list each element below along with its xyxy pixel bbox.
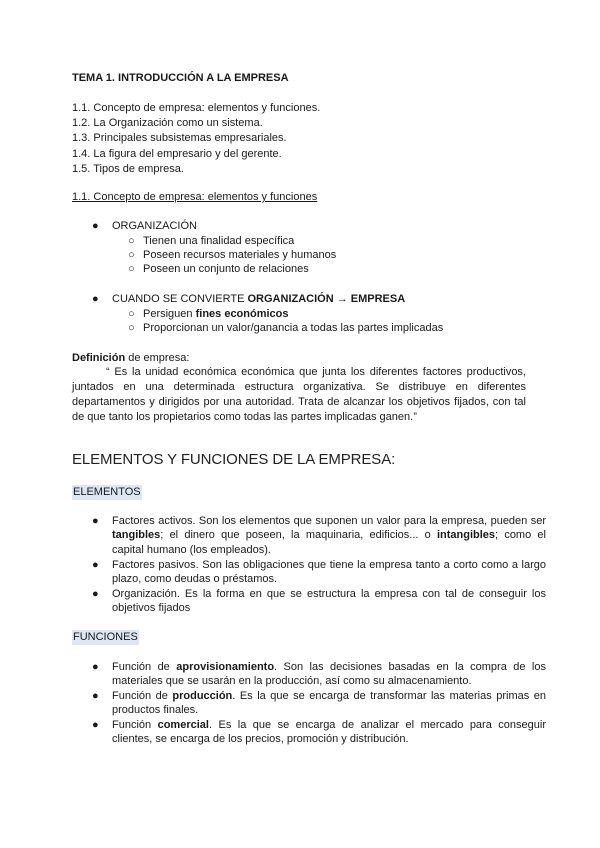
list-item-label: ORGANIZACIÓN [112, 220, 197, 232]
list-item-convierte: ● CUANDO SE CONVIERTE ORGANIZACIÓN → EMPRESA [92, 293, 406, 305]
circle-bullet-icon: ○ [128, 308, 135, 320]
document-title: TEMA 1. INTRODUCCIÓN A LA EMPRESA [72, 72, 289, 84]
elements-functions-heading: ELEMENTOS Y FUNCIONES DE LA EMPRESA: [72, 451, 396, 468]
document-page: TEMA 1. INTRODUCCIÓN A LA EMPRESA 1.1. Concepto de empresa: elementos y funciones. 1.2. La Organización como un sistema. 1.3. Principales subsistemas empresariales. 1.4. La figura del empresario y del gerente. 1.5. Tipos de empresa. 1.1. Concepto de empresa: elementos y funciones ● ORGANIZACIÓN ○ Tienen una finalidad específica ○ Poseen recursos materiales y humanos ○ Poseen un conjunto de relaciones ● CUANDO SE CONVIERTE ORGANIZACIÓN → EMPRESA ○ Persiguen fines económicos ○ Proporcionan un valor/ganancia a todas las partes implicadas Definición de empresa: “ Es la unidad económica económica que junta los diferentes factores productivos, juntados en una determinada estructura organizativa. Se distribuye en diferentes departamentos y dirigidos por una autoridad. Trata de alcanzar los objetivos fijados, con tal de que tanto los propietarios como todas las partes implicadas ganen.” ELEMENTOS Y FUNCIONES DE LA EMPRESA: ELEMENTOS ● Factores activos. Son los elementos que suponen un valor para la empresa, pueden ser tangibles; el dinero que poseen, la maquinaria, edificios... o intangibles; como el capital humano (los empleados). ● Factores pasivos. Son las obligaciones que tiene la empresa tanto a corto como a largo plazo, como deudas o préstamos. ● Organización. Es la forma en que se estructura la empresa con tal de conseguir los objetivos fijados FUNCIONES ● Función de aprovisionamiento. Son las decisiones basadas en la compra de los materiales que se usarán en la producción, así como su almacenamiento. ● Función de producción. Es la que se encarga de transformar las materias primas en productos finales. ● Función comercial. Es la que se encarga de analizar el mercado para conseguir clientes, se encarga de los precios, promoción y distribución. [72, 72, 546, 746]
circle-bullet-icon: ○ [128, 235, 135, 247]
bullet-icon: ● [92, 690, 99, 702]
bullet-icon: ● [92, 293, 99, 305]
toc-item: 1.3. Principales subsistemas empresariales. [72, 132, 287, 145]
bullet-icon: ● [92, 515, 99, 527]
sub-list-item: ○ Poseen recursos materiales y humanos [128, 249, 337, 261]
bullet-icon: ● [92, 719, 99, 731]
definition-text: “ Es la unidad económica económica que junta los diferentes factores productivos, juntados en una determinada estructura organizativa. Se distribuye en diferentes departamentos y dirigidos por una autoridad. Trata de alcanzar los objetivos fijados, con tal de que tanto los propietarios como todas las partes implicadas ganen.” [72, 366, 526, 423]
toc-item: 1.1. Concepto de empresa: elementos y funciones. [72, 102, 321, 114]
circle-bullet-icon: ○ [128, 263, 135, 275]
section-heading: 1.1. Concepto de empresa: elementos y funciones [72, 191, 318, 203]
definition-label: Definición de empresa: [72, 352, 190, 364]
toc-item: 1.2. La Organización como un sistema. [72, 117, 263, 130]
toc-item: 1.5. Tipos de empresa. [72, 162, 184, 175]
circle-bullet-icon: ○ [128, 322, 135, 334]
bullet-icon: ● [92, 588, 99, 600]
sub-list-item: ○ Poseen un conjunto de relaciones [128, 263, 309, 275]
sub-list-item: ○ Persiguen fines económicos [128, 308, 289, 320]
bullet-icon: ● [92, 661, 99, 673]
list-item-organizacion [92, 219, 197, 234]
circle-bullet-icon: ○ [128, 249, 135, 261]
elementos-label: ELEMENTOS [73, 486, 141, 498]
bullet-icon: ● [92, 220, 99, 232]
table-of-contents [72, 101, 320, 177]
sub-list-item: ○ Proporcionan un valor/ganancia a todas las partes implicadas [128, 322, 444, 334]
toc-item: 1.4. La figura del empresario y del gerente. [72, 147, 282, 160]
bullet-icon: ● [92, 559, 99, 571]
funciones-label: FUNCIONES [73, 631, 138, 643]
sub-list-item: ○ Tienen una finalidad específica [128, 235, 295, 247]
